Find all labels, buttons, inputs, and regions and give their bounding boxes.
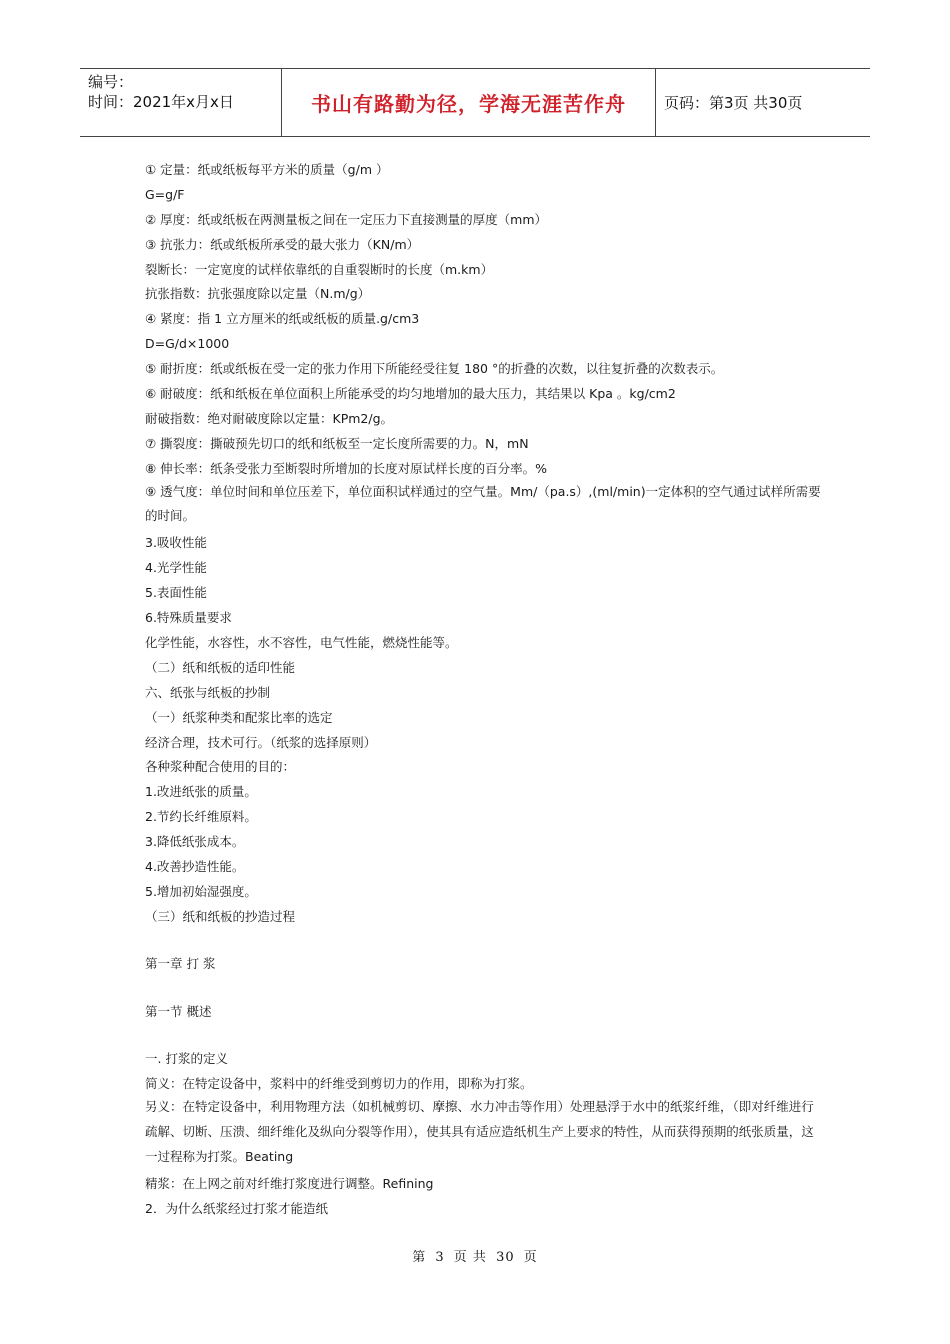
header-top-rule [80,68,870,69]
text-line: 各种浆种配合使用的目的： [145,759,296,775]
chapter-title: 第一章 打 浆 [145,956,216,972]
text-line: （三）纸和纸板的抄造过程 [145,908,296,924]
header-motto: 书山有路勤为径，学海无涯苦作舟 [311,92,626,116]
number-label: 编号： [88,73,134,91]
text-line: ② 厚度：纸或纸板在两测量板之间在一定压力下直接测量的厚度（mm） [145,211,548,227]
text-paragraph: ⑨ 透气度：单位时间和单位压差下，单位面积试样通过的空气量。Mm/（pa.s）,(ml/min)一定体积的空气通过试样所需要的时间。 [145,483,821,524]
footer-suffix: 页 [523,1250,538,1265]
text-line: ③ 抗张力：纸或纸板所承受的最大张力（KN/m） [145,236,420,252]
text-line: D=G/d×1000 [145,336,230,352]
text-line: 4.改善抄造性能。 [145,858,245,874]
text-paragraph: 另义：在特定设备中，利用物理方法（如机械剪切、摩擦、水力冲击等作用）处理悬浮于水中的纸浆纤维，（即对纤维进行疏解、切断、压溃、细纤维化及纵向分裂等作用），使其具有适应造纸机生产上要求的特性，从而获得预期的纸张质量，这一过程称为打浆。Beating [145,1099,814,1164]
text-line: 六、纸张与纸板的抄制 [145,684,271,700]
text-line: 2．为什么纸浆经过打浆才能造纸 [145,1200,328,1216]
time-label: 时间：2021年x月x日 [88,93,234,111]
text-line: 5.表面性能 [145,585,207,601]
footer-mid: 页 共 [453,1250,487,1265]
text-line: 经济合理，技术可行。（纸浆的选择原则） [145,734,377,750]
footer-total-pages: 30 [496,1250,515,1265]
text-line: 一. 打浆的定义 [145,1051,228,1067]
text-line: ① 定量：纸或纸板每平方米的质量（g/m ） [145,162,389,177]
text-line: （一）纸浆种类和配浆比率的选定 [145,709,333,725]
text-line: 简义：在特定设备中，浆料中的纤维受到剪切力的作用，即称为打浆。 [145,1076,533,1092]
text-line: 3.降低纸张成本。 [145,834,245,850]
text-line: 耐破指数：绝对耐破度除以定量：KPm2/g。 [145,410,394,426]
text-line: 6.特殊质量要求 [145,610,232,626]
text-line: ⑤ 耐折度：纸或纸板在受一定的张力作用下所能经受往复 180 °的折叠的次数，以往复折叠的次数表示。 [145,361,724,377]
text-line: 1.改进纸张的质量。 [145,784,257,800]
text-line: 裂断长：一定宽度的试样依靠纸的自重裂断时的长度（m.km） [145,261,494,277]
text-line: 3.吸收性能 [145,535,207,551]
footer-page-number: 3 [435,1250,445,1265]
text-line: 化学性能，水容性，水不容性，电气性能，燃烧性能等。 [145,634,458,650]
text-line: 抗张指数：抗张强度除以定量（N.m/g） [145,286,371,302]
text-line: 4.光学性能 [145,560,207,576]
page-footer [0,1246,950,1265]
footer-prefix: 第 [412,1250,427,1265]
text-line: 2.节约长纤维原料。 [145,809,257,825]
text-line: 精浆：在上网之前对纤维打浆度进行调整。Refining [145,1175,434,1191]
text-line: （二）纸和纸板的适印性能 [145,659,296,675]
document-body [145,160,825,1224]
header-page-label: 页码：第3页 共30页 [664,94,803,112]
text-line: ⑦ 撕裂度：撕破预先切口的纸和纸板至一定长度所需要的力。N，mN [145,435,529,451]
text-line: ⑧ 伸长率：纸条受张力至断裂时所增加的长度对原试样长度的百分率。% [145,460,548,476]
text-line: 5.增加初始湿强度。 [145,883,257,899]
section-title: 第一节 概述 [145,1003,212,1019]
header-divider-right [655,68,656,136]
text-line: G=g/F [145,186,185,202]
header-info [88,72,234,112]
text-line: ⑥ 耐破度：纸和纸板在单位面积上所能承受的均匀地增加的最大压力，其结果以 Kpa 。kg/cm2 [145,386,676,402]
text-line: ④ 紧度：指 1 立方厘米的纸或纸板的质量.g/cm3 [145,311,420,327]
header-bottom-rule [80,136,870,137]
